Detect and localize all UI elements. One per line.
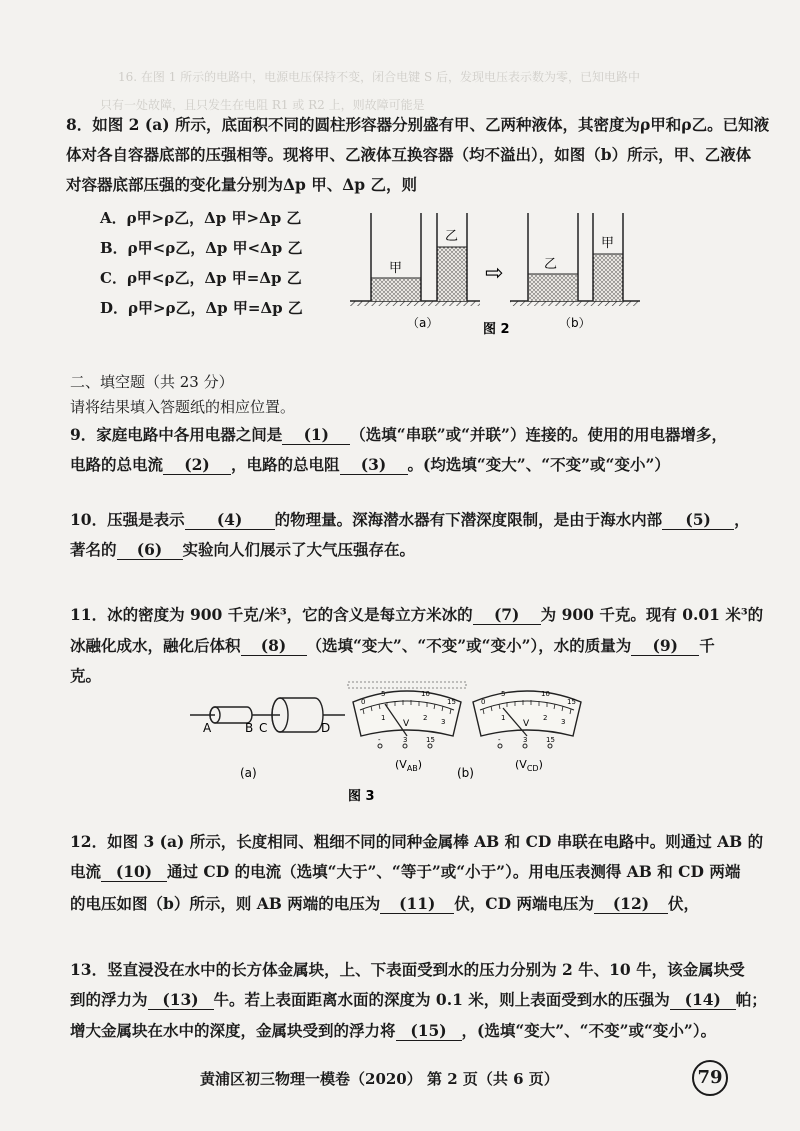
q8-option-a: A．ρ甲>ρ乙，Δp 甲>Δp 乙 bbox=[100, 209, 302, 227]
q9-text-4: ，电路的总电阻 bbox=[231, 455, 340, 474]
q11-text-5: 千 bbox=[699, 636, 715, 655]
voltmeter-ab-terminal-15: 15 bbox=[426, 736, 435, 744]
q12-text-3: 通过 CD 的电流（选填“大于”、“等于”或“小于”）。用电压表测得 AB 和 CD 两端 bbox=[167, 862, 741, 881]
voltmeter-ab-terminal-3: 3 bbox=[403, 736, 408, 744]
q10-line2 bbox=[70, 540, 415, 560]
voltmeter-cd-tick-1: 1 bbox=[501, 714, 506, 722]
fig2b-label-jia: 甲 bbox=[601, 236, 615, 251]
q11-line2 bbox=[70, 636, 715, 656]
q11-text-3: 冰融化成水，融化后体积 bbox=[70, 636, 241, 655]
q11-text-2: 为 900 千克。现有 0.01 米³的 bbox=[540, 605, 764, 624]
voltmeter-ab bbox=[348, 682, 466, 773]
q8-option-b: B．ρ甲<ρ乙，Δp 甲<Δp 乙 bbox=[100, 239, 303, 257]
answer-blank-10: (10) bbox=[101, 863, 167, 882]
voltmeter-cd-unit: V bbox=[523, 719, 530, 729]
answer-blank-8: (8) bbox=[241, 637, 307, 656]
answer-blank-2: (2) bbox=[163, 456, 231, 475]
voltmeter-ab-tick-0: 0 bbox=[361, 698, 366, 706]
q12-line1: 12．如图 3 (a) 所示，长度相同、粗细不同的同种金属棒 AB 和 CD 串联在电路中。则通过 AB 的 bbox=[70, 832, 764, 851]
q9-text-3: 电路的总电流 bbox=[70, 455, 164, 474]
q12-line3 bbox=[70, 894, 699, 914]
answer-blank-7: (7) bbox=[473, 606, 541, 625]
answer-blank-9: (9) bbox=[631, 637, 699, 656]
fig2-caption-a: （a） bbox=[407, 316, 439, 330]
q8-line1: 8．如图 2 (a) 所示，底面积不同的圆柱形容器分别盛有甲、乙两种液体，其密度为ρ甲和ρ乙。已知液 bbox=[66, 115, 770, 134]
q11-line1 bbox=[70, 605, 763, 625]
figure-2 bbox=[345, 205, 645, 340]
voltmeter-cd-label: $(V_{CD})$ bbox=[515, 758, 543, 773]
q9-text-2: （选填“串联”或“并联”）连接的。使用的用电器增多， bbox=[350, 425, 727, 444]
q13-text-4: 帕； bbox=[735, 990, 767, 1009]
q9-line2 bbox=[70, 455, 670, 475]
answer-blank-3: (3) bbox=[340, 456, 408, 475]
voltmeter-cd-tick-5: 5 bbox=[501, 690, 506, 698]
q12-text-4: 的电压如图（b）所示，则 AB 两端的电压为 bbox=[70, 894, 381, 913]
q13-text-3: 牛。若上表面距离水面的深度为 0.1 米，则上表面受到水的压强为 bbox=[213, 990, 670, 1009]
q11-text-4: （选填“变大”、“不变”或“变小”），水的质量为 bbox=[306, 636, 632, 655]
fig2b-ground bbox=[510, 301, 640, 306]
fig3-title: 图 3 bbox=[348, 789, 375, 804]
fig3-label-c: C bbox=[259, 721, 268, 735]
q8-option-c: C．ρ甲<ρ乙，Δp 甲=Δp 乙 bbox=[100, 269, 302, 287]
fig2-title: 图 2 bbox=[483, 322, 510, 337]
section-2-instruction: 请将结果填入答题纸的相应位置。 bbox=[70, 398, 296, 416]
answer-blank-11: (11) bbox=[380, 895, 454, 914]
q12-text-5: 伏，CD 两端电压为 bbox=[454, 894, 594, 913]
ghost-header-line1: 16. 在图 1 所示的电路中，电源电压保持不变，闭合电键 S 后，发现电压表示数为零，已知电路中 bbox=[118, 70, 641, 84]
section-2-title: 二、填空题（共 23 分） bbox=[70, 373, 234, 391]
fig2a-label-jia: 甲 bbox=[389, 261, 403, 276]
answer-blank-14: (14) bbox=[670, 991, 736, 1010]
voltmeter-cd-tick-15: 15 bbox=[567, 698, 576, 706]
q10-text-3: ， bbox=[734, 510, 750, 529]
fig2a-container-jia bbox=[371, 213, 421, 301]
fig3-caption-b: (b) bbox=[457, 766, 474, 780]
q11-text-1: 11．冰的密度为 900 千克/米³，它的含义是每立方米冰的 bbox=[70, 605, 473, 624]
voltmeter-ab-terminal-neg: - bbox=[378, 736, 381, 744]
voltmeter-ab-tick-15: 15 bbox=[447, 698, 456, 706]
voltmeter-cd-tick-2: 2 bbox=[543, 714, 548, 722]
fig2b-container-jia bbox=[593, 213, 623, 301]
q12-text-2: 电流 bbox=[70, 862, 102, 881]
q9-line1 bbox=[70, 425, 727, 445]
fig3-label-a: A bbox=[203, 721, 212, 735]
fig2-caption-b: （b） bbox=[559, 316, 591, 330]
q12-line2 bbox=[70, 862, 740, 882]
voltmeter-ab-tick-5: 5 bbox=[381, 690, 386, 698]
ghost-header-line2: 只有一处故障，且只发生在电阻 R1 或 R2 上，则故障可能是 bbox=[100, 98, 425, 112]
voltmeter-ab-tick-2: 2 bbox=[423, 714, 428, 722]
fig3-label-d: D bbox=[321, 721, 331, 735]
fig2-arrow-icon: ⇨ bbox=[485, 261, 504, 286]
voltmeter-ab-label: $(V_{AB})$ bbox=[395, 758, 423, 773]
voltmeter-ab-tick-1: 1 bbox=[381, 714, 386, 722]
q13-text-2: 到的浮力为 bbox=[70, 990, 148, 1009]
q13-text-5: 增大金属块在水中的深度，金属块受到的浮力将 bbox=[70, 1021, 396, 1040]
voltmeter-cd-tick-3: 3 bbox=[561, 718, 566, 726]
q13-line1: 13．竖直浸没在水中的长方体金属块，上、下表面受到水的压力分别为 2 牛、10 牛，该金属块受 bbox=[70, 960, 745, 979]
voltmeter-cd-terminal-15: 15 bbox=[546, 736, 555, 744]
answer-blank-5: (5) bbox=[662, 511, 734, 530]
q13-line3 bbox=[70, 1021, 716, 1041]
q13-text-6: ，(选填“变大”、“不变”或“变小”）。 bbox=[461, 1021, 717, 1040]
voltmeter-cd-terminal-neg: - bbox=[498, 736, 501, 744]
answer-blank-1: (1) bbox=[282, 426, 350, 445]
fig2b-label-yi: 乙 bbox=[544, 257, 558, 272]
q10-text-2: 的物理量。深海潜水器有下潜深度限制，是由于海水内部 bbox=[274, 510, 663, 529]
q10-text-5: 实验向人们展示了大气压强存在。 bbox=[182, 540, 416, 559]
fig2a-container-yi bbox=[437, 213, 467, 301]
q12-text-6: 伏， bbox=[667, 894, 699, 913]
q10-text-4: 著名的 bbox=[70, 540, 117, 559]
voltmeter-cd bbox=[473, 690, 581, 773]
q8-line3: 对容器底部压强的变化量分别为Δp 甲、Δp 乙，则 bbox=[66, 175, 418, 194]
voltmeter-ab-tick-10: 10 bbox=[421, 690, 430, 698]
voltmeter-cd-terminal-3: 3 bbox=[523, 736, 528, 744]
fig2a-ground bbox=[350, 301, 480, 306]
answer-blank-6: (6) bbox=[117, 541, 183, 560]
voltmeter-cd-tick-10: 10 bbox=[541, 690, 550, 698]
voltmeter-ab-unit: V bbox=[403, 719, 410, 729]
page-footer: 黄浦区初三物理一模卷（2020） 第 2 页（共 6 页） bbox=[200, 1070, 559, 1088]
voltmeter-ab-tick-3: 3 bbox=[441, 718, 446, 726]
answer-blank-12: (12) bbox=[594, 895, 668, 914]
q10-line1 bbox=[70, 510, 750, 530]
voltmeter-cd-tick-0: 0 bbox=[481, 698, 486, 706]
q11-line3: 克。 bbox=[70, 666, 102, 685]
answer-blank-4: (4) bbox=[185, 511, 275, 530]
q9-text-5: 。(均选填“变大”、“不变”或“变小”） bbox=[407, 455, 670, 474]
q8-option-d: D．ρ甲>ρ乙，Δp 甲=Δp 乙 bbox=[100, 299, 303, 317]
answer-blank-15: (15) bbox=[396, 1022, 462, 1041]
q13-line2 bbox=[70, 990, 767, 1010]
fig3-caption-a: (a) bbox=[240, 766, 257, 780]
answer-blank-13: (13) bbox=[148, 991, 214, 1010]
q9-text-1: 9．家庭电路中各用电器之间是 bbox=[70, 425, 283, 444]
fig2a-label-yi: 乙 bbox=[445, 229, 459, 244]
q8-line2: 体对各自容器底部的压强相等。现将甲、乙液体互换容器（均不溢出），如图（b）所示，甲、乙液体 bbox=[66, 145, 752, 164]
page-badge: 79 bbox=[692, 1060, 728, 1096]
q10-text-1: 10．压强是表示 bbox=[70, 510, 185, 529]
figure-3 bbox=[185, 680, 725, 805]
fig3-label-b: B bbox=[245, 721, 254, 735]
